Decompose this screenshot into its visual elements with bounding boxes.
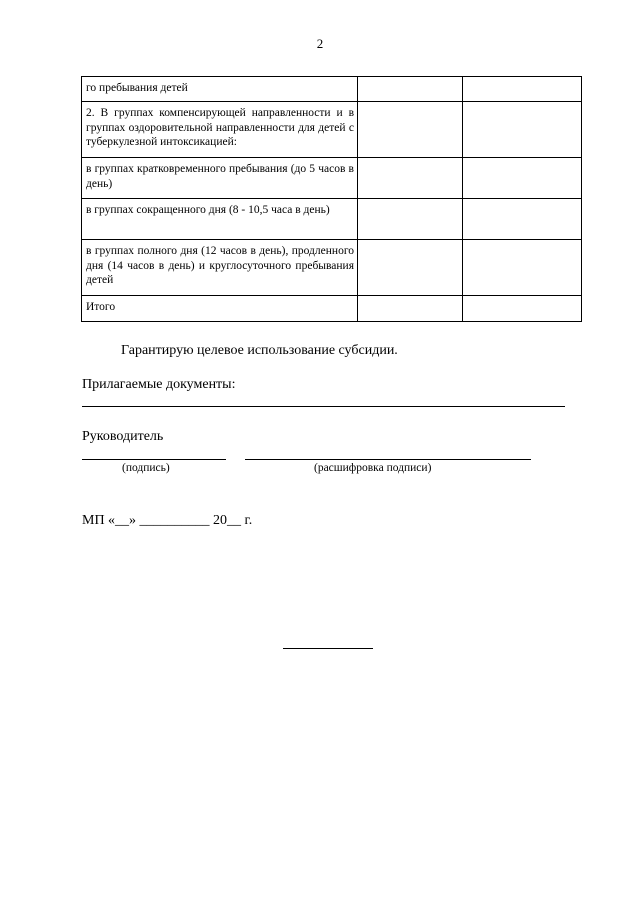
table-cell-label: в группах полного дня (12 часов в день), продленного дня (14 часов в день) и круглосуточного пребывания детей xyxy=(82,240,358,296)
table-cell xyxy=(463,77,582,102)
stamp-date-line: МП «__» __________ 20__ г. xyxy=(82,513,253,528)
table-cell-label: 2. В группах компенсирующей направленности и в группах оздоровительной направленности для детей с туберкулезной интоксикацией: xyxy=(82,102,358,158)
table-cell xyxy=(358,240,463,296)
table-row xyxy=(82,77,582,102)
signature-caption: (подпись) xyxy=(122,462,170,474)
table-row xyxy=(82,240,582,296)
table-cell xyxy=(463,199,582,240)
subsidy-table xyxy=(81,76,582,322)
table-row xyxy=(82,158,582,199)
attachments-label: Прилагаемые документы: xyxy=(82,377,236,392)
signature-decoding-caption: (расшифровка подписи) xyxy=(314,462,432,474)
guarantee-statement: Гарантирую целевое использование субсидии. xyxy=(121,343,398,358)
table-cell-label: Итого xyxy=(82,296,358,322)
table-cell-label: в группах кратковременного пребывания (до 5 часов в день) xyxy=(82,158,358,199)
signature-line xyxy=(82,459,226,460)
table-cell xyxy=(463,240,582,296)
table-cell xyxy=(463,102,582,158)
table-row xyxy=(82,199,582,240)
table-cell-label: в группах сокращенного дня (8 - 10,5 часа в день) xyxy=(82,199,358,240)
table-cell xyxy=(463,296,582,322)
head-label: Руководитель xyxy=(82,429,164,444)
page-number: 2 xyxy=(316,36,324,51)
table-cell xyxy=(358,158,463,199)
end-separator-line xyxy=(283,648,373,649)
table-cell xyxy=(358,296,463,322)
table-cell xyxy=(463,158,582,199)
table-row xyxy=(82,102,582,158)
table-cell xyxy=(358,77,463,102)
attachments-line xyxy=(82,406,565,407)
signature-decoding-line xyxy=(245,459,531,460)
table-row xyxy=(82,296,582,322)
table-cell xyxy=(358,199,463,240)
table-cell xyxy=(358,102,463,158)
table-cell-label: го пребывания детей xyxy=(82,77,358,102)
